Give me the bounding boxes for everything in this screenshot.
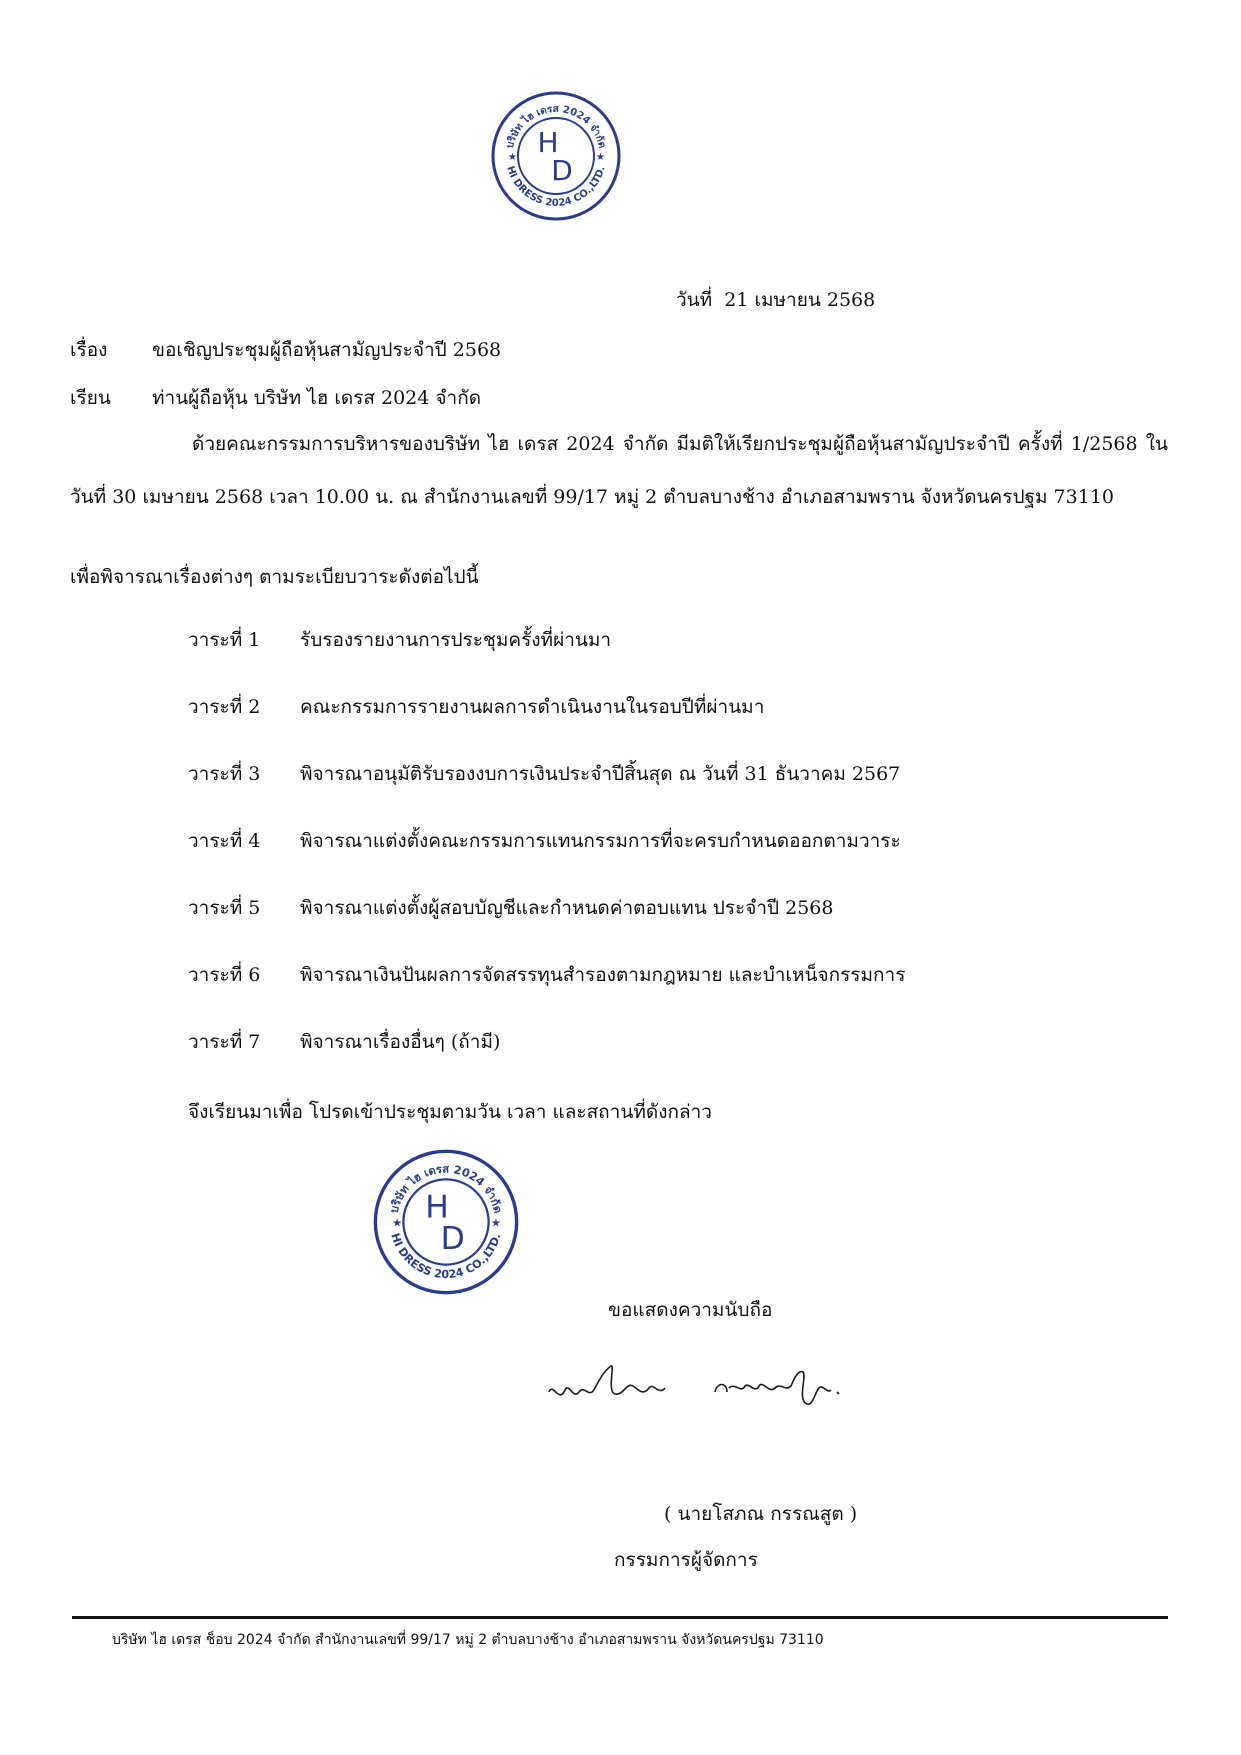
company-seal-bottom: [372, 1148, 520, 1296]
agenda-number: วาระที่ 1: [188, 629, 261, 651]
agenda-item: [188, 693, 764, 721]
handwritten-signature: [545, 1352, 875, 1422]
date-value: 21 เมษายน 2568: [724, 289, 876, 311]
agenda-intro: เพื่อพิจารณาเรื่องต่างๆ ตามระเบียบวาระดังต่อไปนี้: [70, 566, 479, 588]
agenda-text: พิจารณาเรื่องอื่นๆ (ถ้ามี): [300, 1031, 501, 1053]
date-label: วันที่: [676, 289, 713, 311]
agenda-text: พิจารณาอนุมัติรับรองงบการเงินประจำปีสิ้นสุด ณ วันที่ 31 ธันวาคม 2567: [300, 763, 901, 785]
seal-initial-d: D: [440, 1220, 465, 1257]
seal-initial-d: D: [551, 154, 573, 187]
star-icon: ★: [596, 152, 605, 163]
seal-ring-text-bottom: HI DRESS 2024 CO.,LTD.: [388, 1231, 504, 1282]
subject-value: ขอเชิญประชุมผู้ถือหุ้นสามัญประจำปี 2568: [152, 339, 502, 361]
recipient-line: [70, 384, 481, 412]
star-icon: ★: [490, 1216, 501, 1230]
star-icon: ★: [392, 1216, 403, 1230]
agenda-text: รับรองรายงานการประชุมครั้งที่ผ่านมา: [300, 629, 612, 651]
closing-invite: จึงเรียนมาเพื่อ โปรดเข้าประชุมตามวัน เวลา และสถานที่ดังกล่าว: [188, 1101, 712, 1123]
agenda-item: [188, 626, 611, 654]
seal-initial-h: H: [425, 1189, 449, 1226]
agenda-text: พิจารณาแต่งตั้งคณะกรรมการแทนกรรมการที่จะครบกำหนดออกตามวาระ: [300, 830, 901, 852]
seal-ring-text-bottom: HI DRESS 2024 CO.,LTD.: [504, 164, 608, 210]
star-icon: ★: [508, 152, 517, 163]
agenda-text: พิจารณาแต่งตั้งผู้สอบบัญชีและกำหนดค่าตอบแทน ประจำปี 2568: [300, 897, 834, 919]
body-paragraph: [70, 418, 1168, 524]
agenda-item: [188, 961, 905, 989]
agenda-number: วาระที่ 3: [188, 763, 261, 785]
agenda-item: [188, 894, 833, 922]
body-text: ด้วยคณะกรรมการบริหารของบริษัท ไฮ เดรส 2024 จำกัด มีมติให้เรียกประชุมผู้ถือหุ้นสามัญประจำปี ครั้งที่ 1/2568 ในวันที่ 30 เมษายน 2568 เวลา 10.00 น. ณ สำนักงานเลขที่ 99/17 หมู่ 2 ตำบลบางช้าง อำเภอสามพราน จังหวัดนครปฐม 73110: [70, 433, 1168, 508]
agenda-item: [188, 827, 901, 855]
subject-line: [70, 336, 501, 364]
agenda-number: วาระที่ 5: [188, 897, 261, 919]
signer-title: กรรมการผู้จัดการ: [614, 1549, 758, 1571]
recipient-label: เรียน: [70, 387, 111, 409]
letter-date: [676, 286, 875, 314]
agenda-item: [188, 1028, 500, 1056]
agenda-number: วาระที่ 7: [188, 1031, 261, 1053]
signer-name: ( นายโสภณ กรรณสูต ): [664, 1503, 858, 1525]
seal-ring-text-top: บริษัท ไฮ เดรส 2024 จำกัด: [387, 1162, 505, 1215]
regards: ขอแสดงความนับถือ: [608, 1299, 773, 1321]
agenda-number: วาระที่ 6: [188, 964, 261, 986]
subject-label: เรื่อง: [70, 339, 108, 361]
seal-initial-h: H: [537, 126, 559, 159]
recipient-value: ท่านผู้ถือหุ้น บริษัท ไฮ เดรส 2024 จำกัด: [152, 387, 482, 409]
agenda-number: วาระที่ 4: [188, 830, 261, 852]
agenda-number: วาระที่ 2: [188, 696, 261, 718]
footer-address: บริษัท ไฮ เดรส ช็อบ 2024 จำกัด สำนักงานเลขที่ 99/17 หมู่ 2 ตำบลบางช้าง อำเภอสามพราน จังหวัดนครปฐม 73110: [112, 1632, 824, 1648]
seal-ring-text-top: บริษัท ไฮ เดรส 2024 จำกัด: [504, 103, 608, 150]
agenda-text: คณะกรรมการรายงานผลการดำเนินงานในรอบปีที่ผ่านมา: [300, 696, 765, 718]
agenda-text: พิจารณาเงินปันผลการจัดสรรทุนสำรองตามกฎหมาย และบำเหน็จกรรมการ: [300, 964, 906, 986]
company-seal-top: [490, 90, 622, 222]
agenda-item: [188, 760, 900, 788]
footer-divider: [72, 1616, 1168, 1619]
